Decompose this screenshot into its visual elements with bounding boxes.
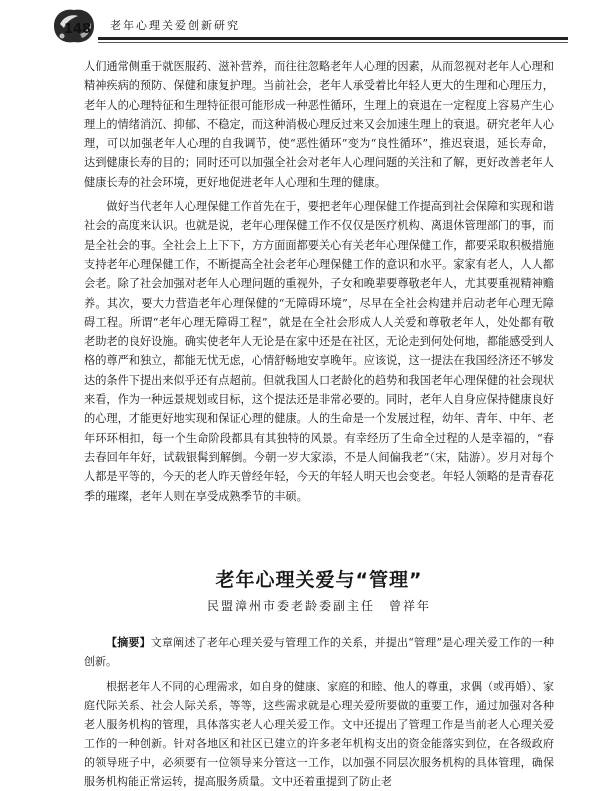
body-paragraph: 人们通常侧重于就医服药、滋补营养，而往往忽略老年人心理的因素，从而忽视对老年人心理和精神疾病的预防、保健和康复护理。当前社会，老年人承受着比年轻人更大的生理和心理压力，老年人的心理特征和生理特征很可能形成一种恶性循环，生理上的衰退在一定程度上容易产生心理上的情绪消沉、抑郁、不稳定，而这种消极心理反过来又会加速生理上的衰退。研究老年人心理，可以加强老年人心理的自我调节，使“恶性循环”变为“良性循环”，推迟衰退，延长寿命，达到健康长寿的目的；同时还可以加强全社会对老年人心理问题的关注和了解，更好改善老年人健康长寿的社会环境，更好地促进老年人心理和生理的健康。 <box>84 60 554 189</box>
abstract-text: 文章阐述了老年心理关爱与管理工作的关系，并提出“管理”是心理关爱工作的一种创新。 <box>84 636 555 668</box>
running-title: 老年心理关爱创新研究 <box>110 19 240 32</box>
article-abstract <box>84 633 554 671</box>
page-number: 148 <box>64 22 92 37</box>
header-rule <box>98 37 568 43</box>
body-paragraph: 做好当代老年人心理保健工作首先在于，要把老年心理保健工作提高到社会保障和实现和谐社会的高度来认识。也就是说，老年心理保健工作不仅仅是医疗机构、离退休管理部门的事，而是全社会的事。全社会上上下下，方方面面都要关心有关老年心理保健工作，都要采取积极措施支持老年心理保健工作，不断提高全社会老年心理保健工作的意识和水平。家家有老人，人人都会老。除了社会加强对老年人心理问题的重视外，子女和晚辈要尊敬老年人，尤其要重视精神赡养。其次，要大力营造老年心理保健的“无障碍环境”，尽早在全社会构建并启动老年心理无障碍工程。所谓“老年心理无障碍工程”，就是在全社会形成人人关爱和尊敬老年人，处处都有敬老助老的良好设施。确实使老年人无论是在家中还是在社区，无论走到何处何地，都能感受到人格的尊严和独立，都能无忧无虑，心情舒畅地安享晚年。应该说，这一提法在我国经济还不够发达的条件下提出来似乎还有点超前。但就我国人口老龄化的趋势和我国老年心理保健的社会现状来看，作为一种远景规划或目标，这个提法还是非常必要的。同时，老年人自身应保持健康良好的心理，才能更好地实现和保证心理的健康。人的生命是一个发展过程，幼年、青年、中年、老年环环相扣，每一个生命阶段都具有其独特的风景。有幸经历了生命全过程的人是幸福的，“春去春回年年好，试载银髯到解倒。今朝一岁大家添，不是人间偏我老”（宋，陆游）。岁月对每个人都是平等的，今天的老人昨天曾经年轻，今天的年轻人明天也会变老。年轻人领略的是青春花季的璀璨，老年人则在享受成熟季节的丰硕。 <box>84 200 554 503</box>
article-title: 老年心理关爱与“管理” <box>215 569 423 591</box>
article-byline: 民盟漳州市委老龄委副主任 曾祥年 <box>206 599 431 613</box>
article-body: 根据老年人不同的心理需求，如自身的健康、家庭的和睦、他人的尊重，求偶（或再婚）、家庭代际关系、社会人际关系，等等，这些需求就是心理关爱所要做的重要工作，通过加强对各种老人服务机构的管理，具体落实老人心理关爱工作。文中还提出了管理工作是当前老人心理关爱工作的一种创新。针对各地区和社区已建立的许多老年机构支出的资金能落实到位，在各级政府的领导班子中，必须要有一位领导来分管这一工作，以加强不同层次服务机构的具体管理，确保服务机构能正常运转，提高服务质量。文中还着重提到了防止老 <box>84 680 554 788</box>
page-header <box>0 0 600 50</box>
abstract-label: 【摘要】 <box>106 636 151 649</box>
body-text <box>84 57 554 506</box>
